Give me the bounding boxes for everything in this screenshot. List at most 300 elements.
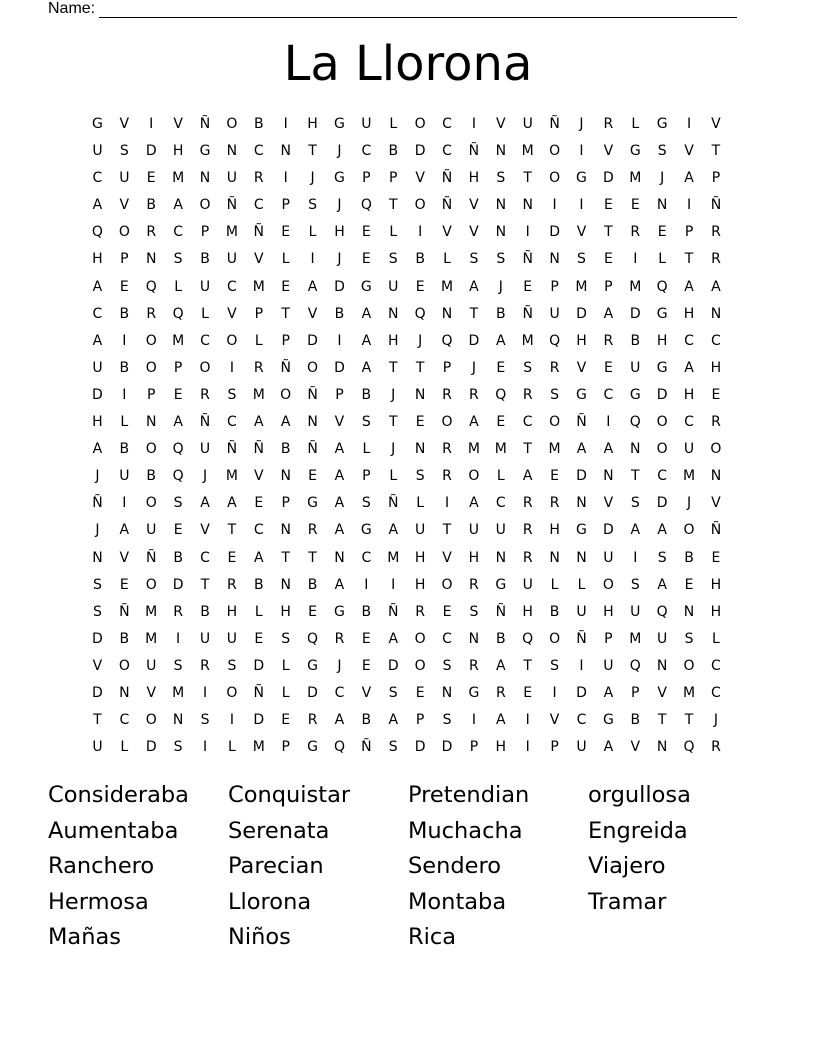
grid-letter: O — [226, 684, 238, 701]
grid-letter: E — [523, 278, 533, 295]
grid-letter: D — [92, 630, 103, 647]
grid-letter: B — [630, 332, 641, 349]
grid-letter: Ñ — [495, 603, 507, 620]
grid-letter: B — [119, 305, 130, 322]
grid-letter: V — [549, 712, 560, 729]
grid-letter: Q — [629, 657, 641, 674]
grid-letter: Q — [172, 441, 184, 458]
grid-letter: H — [226, 603, 238, 620]
grid-letter: G — [92, 116, 103, 132]
grid-letter: P — [281, 197, 290, 214]
grid-letter: R — [200, 657, 210, 674]
grid-letter: C — [92, 305, 103, 322]
grid-letter: C — [603, 386, 614, 403]
grid-letter: C — [361, 143, 372, 160]
grid-letter: O — [656, 414, 668, 431]
grid-letter: N — [280, 576, 291, 593]
grid-letter: V — [711, 495, 721, 512]
grid-letter: V — [469, 197, 479, 214]
grid-letter: U — [603, 657, 614, 674]
grid-letter: S — [308, 197, 318, 214]
word-list-item: Tramar — [588, 888, 667, 915]
grid-letter: B — [200, 603, 210, 620]
grid-letter: B — [119, 441, 130, 458]
grid-letter: S — [630, 576, 640, 593]
grid-letter: P — [631, 684, 640, 701]
name-label: Name: — [48, 0, 96, 17]
grid-letter: N — [226, 143, 238, 160]
grid-letter: Q — [656, 278, 668, 295]
grid-letter: M — [145, 603, 158, 620]
grid-letter: U — [468, 522, 480, 539]
grid-letter: U — [119, 170, 130, 187]
word-list-item: Muchacha — [408, 817, 523, 844]
grid-letter: B — [496, 305, 506, 322]
word-list-item: Llorona — [228, 888, 312, 915]
grid-letter: O — [199, 359, 211, 376]
grid-letter: U — [226, 630, 238, 647]
grid-letter: Q — [441, 332, 453, 349]
grid-letter: A — [603, 441, 614, 458]
grid-letter: E — [361, 251, 371, 268]
grid-letter: P — [389, 170, 398, 187]
grid-letter: H — [495, 739, 507, 756]
grid-letter: N — [414, 441, 426, 458]
grid-letter: U — [522, 116, 533, 132]
grid-letter: D — [414, 739, 426, 756]
grid-letter: R — [307, 712, 318, 729]
grid-letter: P — [442, 359, 452, 376]
grid-letter: V — [603, 495, 614, 512]
grid-letter: L — [712, 630, 720, 647]
grid-letter: S — [173, 495, 183, 512]
grid-letter: B — [307, 576, 318, 593]
grid-letter: H — [307, 116, 318, 132]
grid-letter: R — [549, 359, 560, 376]
grid-letter: Ñ — [361, 739, 372, 756]
grid-letter: M — [440, 278, 454, 295]
grid-letter: H — [710, 359, 722, 376]
grid-letter: D — [602, 522, 614, 539]
grid-letter: I — [202, 739, 208, 756]
grid-letter: A — [334, 576, 345, 593]
grid-letter: R — [522, 522, 533, 539]
grid-letter: I — [606, 414, 611, 431]
grid-letter: L — [496, 468, 505, 485]
grid-letter: B — [334, 305, 345, 322]
grid-letter: J — [660, 170, 665, 187]
grid-letter: J — [391, 441, 396, 458]
grid-letter: L — [362, 441, 371, 458]
grid-letter: R — [227, 576, 237, 593]
grid-letter: B — [200, 251, 210, 268]
grid-letter: R — [146, 305, 157, 322]
grid-letter: I — [471, 116, 476, 132]
grid-letter: J — [337, 251, 342, 268]
word-list-item: Viajero — [588, 853, 666, 879]
grid-letter: I — [444, 495, 450, 512]
grid-letter: D — [253, 657, 265, 674]
grid-letter: S — [496, 251, 506, 268]
grid-letter: Ñ — [145, 549, 157, 566]
grid-letter: T — [604, 224, 613, 241]
grid-letter: S — [442, 657, 452, 674]
grid-letter: A — [657, 576, 667, 593]
grid-letter: D — [468, 332, 480, 349]
grid-letter: D — [387, 657, 399, 674]
grid-letter: B — [253, 116, 264, 132]
grid-letter: C — [200, 549, 210, 566]
grid-letter: S — [388, 739, 398, 756]
grid-letter: U — [146, 657, 157, 674]
grid-letter: R — [603, 116, 614, 132]
grid-letter: A — [576, 441, 587, 458]
grid-letter: S — [577, 251, 586, 268]
grid-letter: U — [119, 468, 130, 485]
grid-letter: C — [173, 224, 183, 241]
grid-letter: O — [145, 359, 157, 376]
grid-letter: E — [146, 170, 156, 187]
grid-letter: M — [172, 170, 185, 187]
grid-letter: Q — [522, 630, 534, 647]
grid-letter: E — [630, 197, 640, 214]
grid-letter: A — [711, 278, 721, 295]
grid-letter: J — [95, 468, 100, 485]
grid-letter: N — [334, 549, 345, 566]
grid-letter: A — [684, 170, 694, 187]
grid-letter: A — [227, 495, 237, 512]
grid-letter: G — [629, 386, 641, 403]
grid-letter: A — [334, 441, 345, 458]
grid-letter: S — [388, 684, 398, 701]
grid-letter: I — [149, 116, 154, 132]
grid-letter: T — [388, 359, 398, 376]
grid-letter: E — [657, 224, 667, 241]
grid-letter: D — [334, 359, 345, 376]
grid-letter: I — [176, 630, 181, 647]
grid-letter: R — [173, 603, 183, 620]
grid-letter: Ñ — [307, 386, 318, 403]
grid-letter: M — [521, 143, 534, 160]
word-list-item: Rica — [408, 924, 457, 950]
grid-letter: A — [388, 712, 399, 729]
grid-letter: L — [254, 332, 263, 349]
grid-letter: A — [119, 522, 130, 539]
grid-letter: I — [310, 251, 315, 268]
word-list — [48, 778, 768, 956]
grid-letter: N — [388, 305, 399, 322]
grid-letter: A — [496, 332, 506, 349]
grid-letter: U — [388, 278, 399, 295]
grid-letter: O — [414, 116, 426, 132]
grid-letter: J — [471, 359, 476, 376]
grid-letter: C — [684, 332, 694, 349]
grid-letter: C — [711, 684, 721, 701]
name-underline[interactable] — [99, 3, 737, 18]
grid-letter: C — [711, 657, 721, 674]
grid-letter: D — [92, 386, 103, 403]
grid-letter: A — [92, 332, 103, 349]
grid-letter: J — [391, 386, 396, 403]
grid-letter: C — [442, 630, 452, 647]
grid-letter: D — [145, 143, 157, 160]
grid-letter: I — [471, 712, 476, 729]
grid-letter: A — [334, 522, 345, 539]
grid-letter: A — [361, 359, 372, 376]
grid-letter: Ñ — [576, 630, 587, 647]
grid-letter: V — [496, 116, 506, 132]
grid-letter: Q — [495, 386, 507, 403]
word-list-item: Ranchero — [48, 853, 155, 879]
grid-letter: N — [710, 305, 722, 322]
grid-letter: N — [280, 468, 291, 485]
grid-letter: M — [629, 170, 642, 187]
grid-letter: E — [415, 414, 425, 431]
grid-letter: N — [495, 197, 507, 214]
grid-letter: S — [684, 630, 694, 647]
grid-letter: E — [711, 386, 721, 403]
grid-letter: B — [630, 712, 641, 729]
grid-letter: N — [656, 739, 668, 756]
word-list-item: Serenata — [228, 817, 330, 844]
grid-letter: B — [173, 549, 183, 566]
grid-letter: O — [683, 522, 695, 539]
grid-letter: T — [523, 441, 532, 458]
grid-letter: P — [550, 739, 559, 756]
grid-letter: H — [92, 414, 103, 431]
grid-letter: M — [145, 630, 158, 647]
grid-letter: V — [254, 251, 264, 268]
grid-letter: M — [548, 441, 561, 458]
grid-letter: A — [92, 197, 103, 214]
grid-letter: A — [307, 278, 318, 295]
grid-letter: O — [656, 441, 668, 458]
grid-letter: T — [684, 712, 694, 729]
grid-letter: C — [442, 143, 452, 160]
grid-letter: P — [415, 712, 425, 729]
grid-letter: I — [283, 170, 288, 187]
grid-letter: Ñ — [280, 359, 291, 376]
grid-letter: M — [682, 468, 696, 485]
grid-letter: D — [549, 224, 560, 241]
grid-letter: O — [118, 224, 130, 241]
grid-letter: R — [469, 386, 479, 403]
grid-letter: J — [713, 712, 718, 729]
grid-letter: B — [280, 441, 291, 458]
grid-letter: I — [525, 712, 530, 729]
grid-letter: O — [441, 414, 453, 431]
grid-letter: O — [145, 441, 157, 458]
grid-letter: C — [442, 116, 452, 132]
grid-letter: T — [711, 143, 721, 160]
grid-letter: M — [225, 224, 238, 241]
grid-letter: J — [686, 495, 692, 512]
grid-letter: P — [362, 170, 371, 187]
grid-letter: U — [657, 630, 668, 647]
grid-letter: E — [119, 278, 129, 295]
grid-letter: L — [389, 116, 398, 132]
grid-letter: Q — [549, 332, 561, 349]
grid-letter: D — [576, 305, 587, 322]
grid-letter: Q — [145, 278, 157, 295]
grid-letter: S — [630, 495, 640, 512]
grid-letter: R — [469, 576, 479, 593]
grid-letter: P — [281, 739, 290, 756]
grid-letter: D — [441, 739, 453, 756]
grid-letter: H — [522, 603, 533, 620]
grid-letter: R — [522, 549, 533, 566]
grid-letter: S — [227, 657, 237, 674]
grid-letter: Q — [172, 305, 184, 322]
grid-letter: E — [281, 712, 291, 729]
grid-letter: P — [120, 251, 129, 268]
grid-letter: L — [201, 305, 209, 322]
grid-letter: V — [227, 305, 237, 322]
grid-letter: V — [657, 684, 667, 701]
grid-letter: N — [656, 657, 668, 674]
grid-letter: A — [630, 522, 641, 539]
grid-letter: J — [95, 522, 100, 539]
grid-letter: P — [147, 386, 156, 403]
grid-letter: J — [579, 116, 584, 132]
grid-letter: L — [631, 116, 640, 132]
grid-letter: E — [442, 603, 452, 620]
grid-letter: A — [496, 712, 506, 729]
grid-letter: E — [415, 278, 425, 295]
grid-letter: I — [418, 224, 423, 241]
grid-letter: C — [361, 549, 372, 566]
grid-letter: I — [122, 332, 127, 349]
grid-letter: V — [684, 143, 694, 160]
grid-letter: L — [281, 684, 290, 701]
grid-letter: R — [522, 495, 533, 512]
grid-letter: O — [280, 386, 292, 403]
grid-letter: J — [337, 657, 342, 674]
grid-letter: I — [122, 386, 127, 403]
grid-letter: M — [629, 630, 642, 647]
word-list-item: Montaba — [408, 888, 507, 915]
grid-letter: H — [683, 386, 695, 403]
grid-letter: V — [92, 657, 103, 674]
grid-letter: O — [118, 657, 130, 674]
grid-letter: N — [441, 305, 453, 322]
grid-letter: Ñ — [253, 441, 265, 458]
grid-letter: E — [603, 359, 613, 376]
grid-letter: C — [522, 414, 533, 431]
grid-letter: N — [119, 684, 130, 701]
grid-letter: G — [656, 116, 668, 132]
grid-letter: V — [119, 197, 130, 214]
grid-letter: S — [173, 739, 183, 756]
grid-letter: Ñ — [576, 414, 587, 431]
grid-letter: C — [253, 197, 264, 214]
grid-letter: O — [145, 332, 157, 349]
grid-letter: R — [253, 359, 264, 376]
grid-letter: N — [307, 414, 318, 431]
grid-letter: Ñ — [199, 116, 211, 132]
grid-letter: G — [576, 386, 587, 403]
grid-letter: A — [92, 441, 103, 458]
grid-letter: Q — [91, 224, 103, 241]
grid-letter: O — [226, 332, 238, 349]
grid-letter: D — [172, 576, 184, 593]
grid-letter: H — [710, 576, 722, 593]
grid-letter: C — [657, 468, 668, 485]
grid-letter: A — [334, 495, 345, 512]
grid-letter: L — [281, 251, 290, 268]
grid-letter: M — [575, 278, 588, 295]
grid-letter: D — [576, 468, 587, 485]
grid-letter: C — [227, 278, 237, 295]
grid-letter: T — [281, 305, 290, 322]
grid-letter: Ñ — [388, 495, 399, 512]
grid-letter: R — [711, 251, 721, 268]
grid-letter: Ñ — [253, 224, 265, 241]
grid-letter: C — [200, 332, 210, 349]
grid-letter: H — [92, 251, 103, 268]
grid-letter: O — [441, 576, 453, 593]
grid-letter: O — [199, 197, 211, 214]
grid-letter: O — [145, 712, 157, 729]
grid-letter: T — [281, 549, 290, 566]
grid-letter: Q — [172, 468, 184, 485]
grid-letter: V — [334, 414, 345, 431]
grid-letter: E — [603, 251, 613, 268]
grid-letter: S — [442, 712, 452, 729]
word-list-item: Sendero — [408, 853, 502, 879]
grid-letter: V — [146, 684, 157, 701]
grid-letter: M — [629, 278, 642, 295]
grid-letter: E — [496, 359, 506, 376]
grid-letter: N — [576, 495, 587, 512]
grid-letter: Ñ — [522, 305, 533, 322]
grid-letter: G — [576, 170, 587, 187]
grid-letter: H — [683, 305, 695, 322]
grid-letter: V — [361, 684, 372, 701]
grid-letter: G — [656, 359, 668, 376]
grid-letter: N — [280, 522, 291, 539]
grid-letter: Ñ — [710, 522, 722, 539]
grid-letter: T — [657, 712, 667, 729]
grid-letter: A — [496, 657, 506, 674]
grid-letter: J — [310, 170, 315, 187]
grid-letter: I — [337, 332, 342, 349]
grid-letter: L — [120, 739, 129, 756]
grid-letter: O — [414, 630, 426, 647]
grid-letter: E — [361, 657, 371, 674]
grid-letter: I — [229, 712, 234, 729]
grid-letter: T — [308, 143, 317, 160]
grid-letter: U — [415, 522, 426, 539]
grid-letter: M — [252, 278, 265, 295]
grid-letter: M — [172, 684, 185, 701]
grid-letter: S — [657, 549, 667, 566]
grid-letter: E — [361, 630, 371, 647]
grid-letter: O — [468, 468, 480, 485]
grid-letter: A — [603, 305, 614, 322]
grid-letter: Ñ — [307, 441, 318, 458]
grid-letter: D — [307, 684, 318, 701]
grid-letter: R — [253, 170, 264, 187]
grid-letter: O — [414, 657, 426, 674]
grid-letter: L — [416, 495, 425, 512]
grid-letter: V — [307, 305, 318, 322]
grid-letter: A — [684, 359, 694, 376]
grid-letter: S — [523, 359, 533, 376]
grid-letter: G — [576, 522, 587, 539]
grid-letter: Ñ — [549, 116, 560, 132]
grid-letter: A — [334, 712, 345, 729]
